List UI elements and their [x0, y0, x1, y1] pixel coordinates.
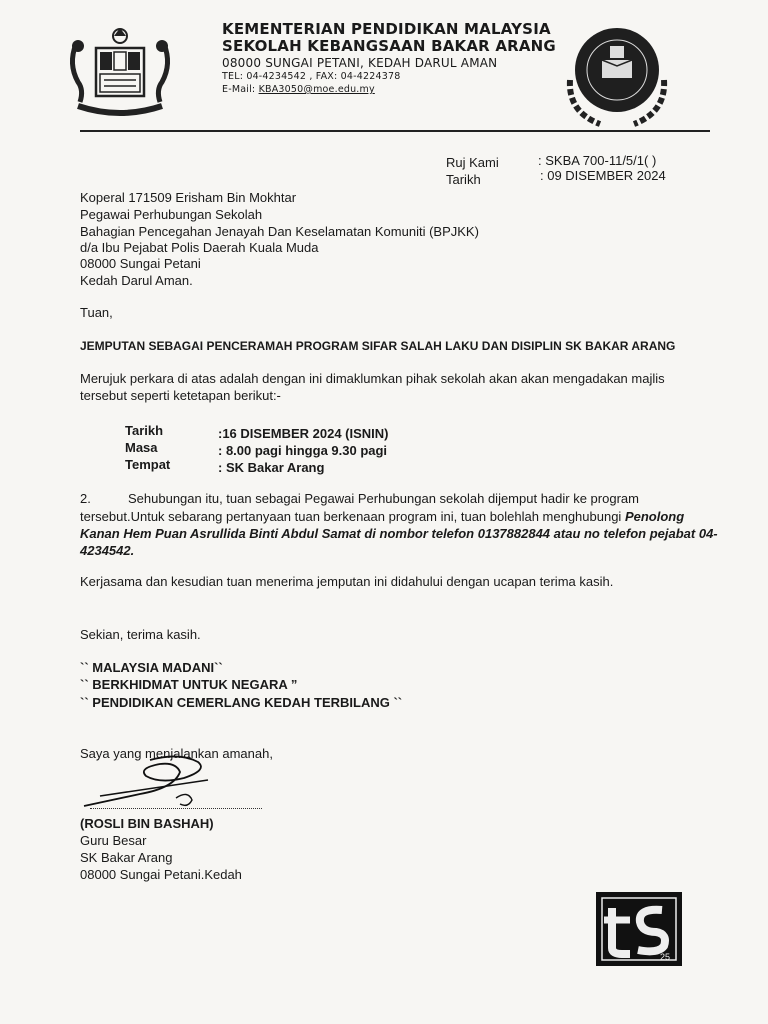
email-link[interactable]: KBA3050@moe.edu.my	[258, 84, 375, 95]
signatory-name: (ROSLI BIN BASHAH)	[80, 816, 214, 831]
coat-of-arms-icon	[64, 24, 176, 120]
school-name: SEKOLAH KEBANGSAAN BAKAR ARANG	[222, 37, 556, 55]
signature-dotted-line	[90, 808, 262, 809]
subject-line: JEMPUTAN SEBAGAI PENCERAMAH PROGRAM SIFAR SALAH LAKU DAN DISIPLIN SK BAKAR ARANG	[80, 339, 676, 353]
trust-line: Saya yang menjalankan amanah,	[80, 746, 273, 761]
recipient-line: 08000 Sungai Petani	[80, 256, 201, 271]
para2-line: 4234542.	[80, 543, 135, 558]
signatory-title: Guru Besar	[80, 833, 147, 848]
para2-line: Sehubungan itu, tuan sebagai Pegawai Perhubungan sekolah dijemput hadir ke program	[128, 491, 639, 506]
slogan: `` MALAYSIA MADANI``	[80, 660, 223, 675]
ministry-name: KEMENTERIAN PENDIDIKAN MALAYSIA	[222, 20, 551, 38]
detail-label-date: Tarikh	[125, 423, 164, 438]
header-rule	[80, 130, 710, 132]
slogan: `` BERKHIDMAT UNTUK NEGARA ”	[80, 677, 298, 692]
signatory-address: 08000 Sungai Petani.Kedah	[80, 867, 242, 882]
para2-text: tersebut.Untuk sebarang pertanyaan tuan berkenaan program ini, tuan bolehlah menghubungi	[80, 509, 625, 524]
para2-number: 2.	[80, 491, 91, 506]
para2-emphasis: Penolong	[624, 509, 685, 524]
para2-line	[80, 509, 684, 525]
detail-value-time: : 8.00 pagi hingga 9.30 pagi	[218, 443, 388, 458]
intro-paragraph: Merujuk perkara di atas adalah dengan ini dimaklumkan pihak sekolah akan akan mengadakan majlis tersebut seperti ketetapan berikut:-	[80, 371, 665, 403]
detail-value-date: :16 DISEMBER 2024 (ISNIN)	[218, 426, 389, 441]
ruj-label: Ruj Kami	[446, 155, 499, 170]
school-seal-icon	[560, 20, 674, 128]
email-label: E-Mail:	[222, 84, 259, 95]
detail-value-place: : SK Bakar Arang	[218, 460, 325, 475]
detail-label-time: Masa	[125, 440, 158, 455]
signature-icon	[80, 750, 220, 812]
para2-line: Kanan Hem Puan Asrullida Binti Abdul Samat di nombor telefon 0137882844 atau no telefon pejabat 04-	[80, 526, 718, 541]
date-label: Tarikh	[446, 172, 481, 187]
recipient-line: Bahagian Pencegahan Jenayah Dan Keselamatan Komuniti (BPJKK)	[80, 224, 479, 239]
logo-badge-text: 25	[660, 952, 671, 962]
closing-line: Sekian, terima kasih.	[80, 627, 201, 642]
slogan: `` PENDIDIKAN CEMERLANG KEDAH TERBILANG ``	[80, 695, 403, 710]
recipient-line: Koperal 171509 Erisham Bin Mokhtar	[80, 190, 297, 205]
detail-label-place: Tempat	[125, 457, 171, 472]
recipient-line: Pegawai Perhubungan Sekolah	[80, 207, 263, 222]
ts25-logo-icon	[596, 892, 682, 966]
recipient-line: d/a Ibu Pejabat Polis Daerah Kuala Muda	[80, 240, 319, 255]
signatory-school: SK Bakar Arang	[80, 850, 173, 865]
ruj-value: : SKBA 700-11/5/1( )	[538, 153, 657, 168]
date-value: : 09 DISEMBER 2024	[540, 168, 666, 183]
email-line	[222, 84, 375, 95]
recipient-line: Kedah Darul Aman.	[80, 273, 193, 288]
tel-fax: TEL: 04-4234542 , FAX: 04-4224378	[222, 71, 401, 82]
thanks-paragraph: Kerjasama dan kesudian tuan menerima jemputan ini didahului dengan ucapan terima kasih.	[80, 574, 614, 589]
school-address: 08000 SUNGAI PETANI, KEDAH DARUL AMAN	[222, 56, 498, 70]
salutation: Tuan,	[80, 305, 113, 320]
